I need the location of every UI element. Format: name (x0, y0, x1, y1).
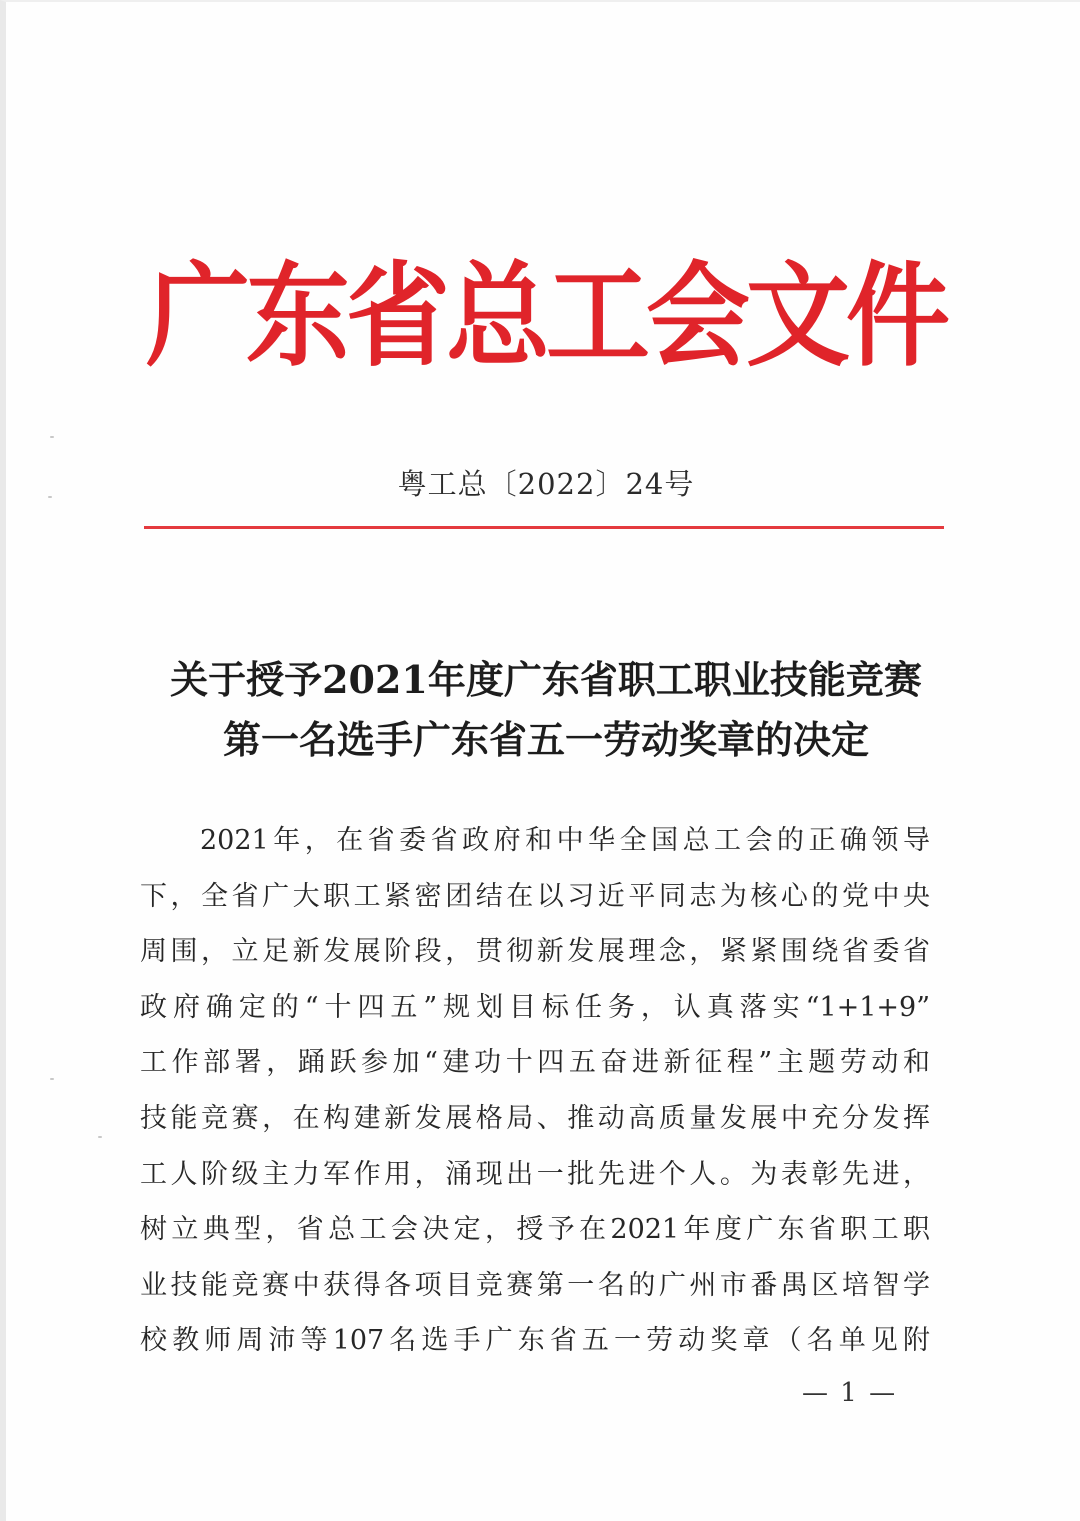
body-line: 工人阶级主力军作用，涌现出一批先进个人。为表彰先进， (140, 1158, 930, 1190)
document-masthead: 广东省总工会文件 (145, 249, 946, 382)
scan-speck (50, 1078, 54, 1080)
title-line: 第一名选手广东省五一劳动奖章的决定 (222, 717, 869, 762)
body-line: 校教师周沛等107名选手广东省五一劳动奖章（名单见附 (140, 1325, 930, 1357)
scan-speck (50, 436, 54, 438)
body-line: 技能竞赛，在构建新发展格局、推动高质量发展中充分发挥 (140, 1102, 930, 1134)
body-line: 工作部署，踊跃参加“建功十四五奋进新征程”主题劳动和 (140, 1047, 930, 1079)
red-separator-line (144, 526, 944, 529)
document-body (140, 813, 930, 1369)
document-number: 粤工总〔2022〕24号 (397, 467, 695, 501)
body-line: 业技能竞赛中获得各项目竞赛第一名的广州市番禺区培智学 (140, 1269, 930, 1301)
page-number: — 1 — (802, 1378, 898, 1408)
body-line: 周围，立足新发展阶段，贯彻新发展理念，紧紧围绕省委省 (140, 936, 930, 968)
body-line: 下，全省广大职工紧密团结在以习近平同志为核心的党中央 (140, 880, 930, 912)
document-title (6, 650, 1080, 770)
body-line: 政府确定的“十四五”规划目标任务，认真落实“1+1+9” (140, 991, 930, 1023)
body-line: 2021年，在省委省政府和中华全国总工会的正确领导 (200, 825, 930, 856)
title-line: 关于授予2021年度广东省职工职业技能竞赛 (170, 657, 922, 702)
body-line: 树立典型，省总工会决定，授予在2021年度广东省职工职 (140, 1214, 930, 1246)
scan-speck (98, 1136, 102, 1138)
